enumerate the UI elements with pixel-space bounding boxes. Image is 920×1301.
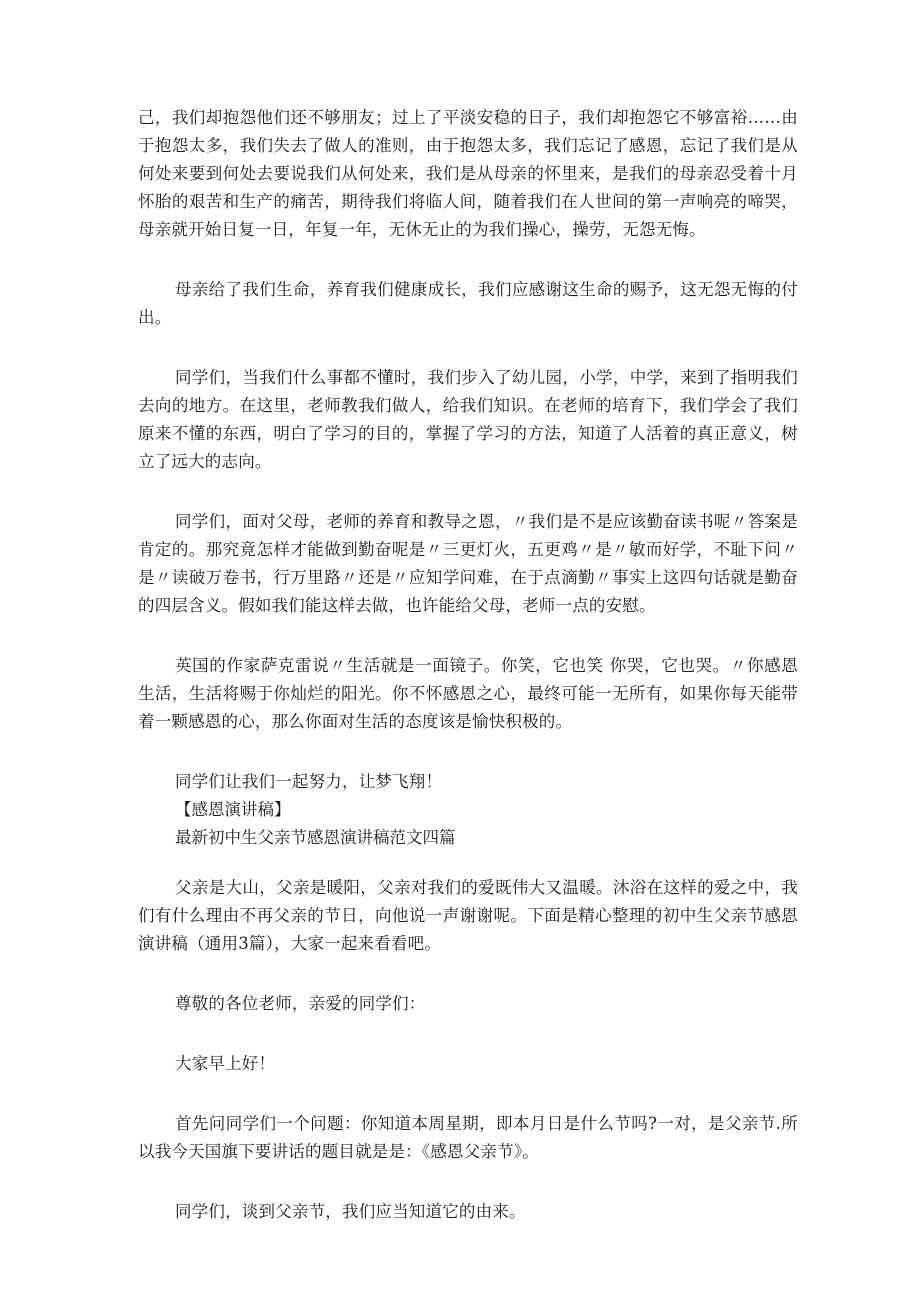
paragraph-question: 首先问同学们一个问题：你知道本周星期，即本月日是什么节吗?一对，是父亲节.所以我今天国旗下要讲话的题目就是是：《感恩父亲节》。: [138, 1114, 798, 1161]
paragraph-closing: 同学们让我们一起努力，让梦飞翔！: [175, 772, 443, 791]
article-title: 最新初中生父亲节感恩演讲稿范文四篇: [175, 828, 456, 847]
paragraph-origin: 同学们，谈到父亲节，我们应当知道它的由来。: [175, 1202, 526, 1221]
paragraph-diligence: 同学们，面对父母，老师的养育和教导之恩，〃我们是不是应该勤奋读书呢〃答案是肯定的。那究竟怎样才能做到勤奋呢是〃三更灯火，五更鸡〃是〃敏而好学，不耻下问〃是〃读破万卷书，行万里路〃还是〃应知学问难，在于点滴勤〃事实上这四句话就是勤奋的四层含义。假如我们能这样去做，也许能给父母，老师一点的安慰。: [138, 512, 798, 615]
paragraph-mother: 母亲给了我们生命，养育我们健康成长，我们应感谢这生命的赐予，这无怨无悔的付出。: [138, 280, 798, 327]
paragraph-father-intro: 父亲是大山，父亲是暖阳，父亲对我们的爱既伟大又温暖。沐浴在这样的爱之中，我们有什么理由不再父亲的节日，向他说一声谢谢呢。下面是精心整理的初中生父亲节感恩演讲稿（通用3篇），大家一起来看看吧。: [138, 878, 798, 953]
document-page: [138, 104, 798, 1226]
paragraph-salutation: 尊敬的各位老师，亲爱的同学们：: [175, 994, 426, 1013]
paragraph-thackeray-quote: 英国的作家萨克雷说〃生活就是一面镜子。你笑，它也笑 你哭，它也哭。〃你感恩生活，生活将赐于你灿烂的阳光。你不怀感恩之心，最终可能一无所有，如果你每天能带着一颗感恩的心，那么你面对生活的态度该是愉快积极的。: [138, 656, 798, 731]
paragraph-greeting: 大家早上好！: [175, 1054, 276, 1073]
section-label: 【感恩演讲稿】: [175, 800, 291, 819]
paragraph-teacher: 同学们，当我们什么事都不懂时，我们步入了幼儿园，小学，中学，来到了指明我们去向的地方。在这里，老师教我们做人，给我们知识。在老师的培育下，我们学会了我们原来不懂的东西，明白了学习的目的，掌握了学习的方法，知道了人活着的真正意义，树立了远大的志向。: [138, 368, 798, 471]
paragraph-complaint: 己，我们却抱怨他们还不够朋友；过上了平淡安稳的日子，我们却抱怨它不够富裕……由于抱怨太多，我们失去了做人的准则，由于抱怨太多，我们忘记了感恩，忘记了我们是从何处来要到何处去要说我们从何处来，我们是从母亲的怀里来，是我们的母亲忍受着十月怀胎的艰苦和生产的痛苦，期待我们将临人间，随着我们在人世间的第一声响亮的啼哭，母亲就开始日复一日，年复一年，无休无止的为我们操心，操劳，无怨无悔。: [138, 108, 798, 239]
